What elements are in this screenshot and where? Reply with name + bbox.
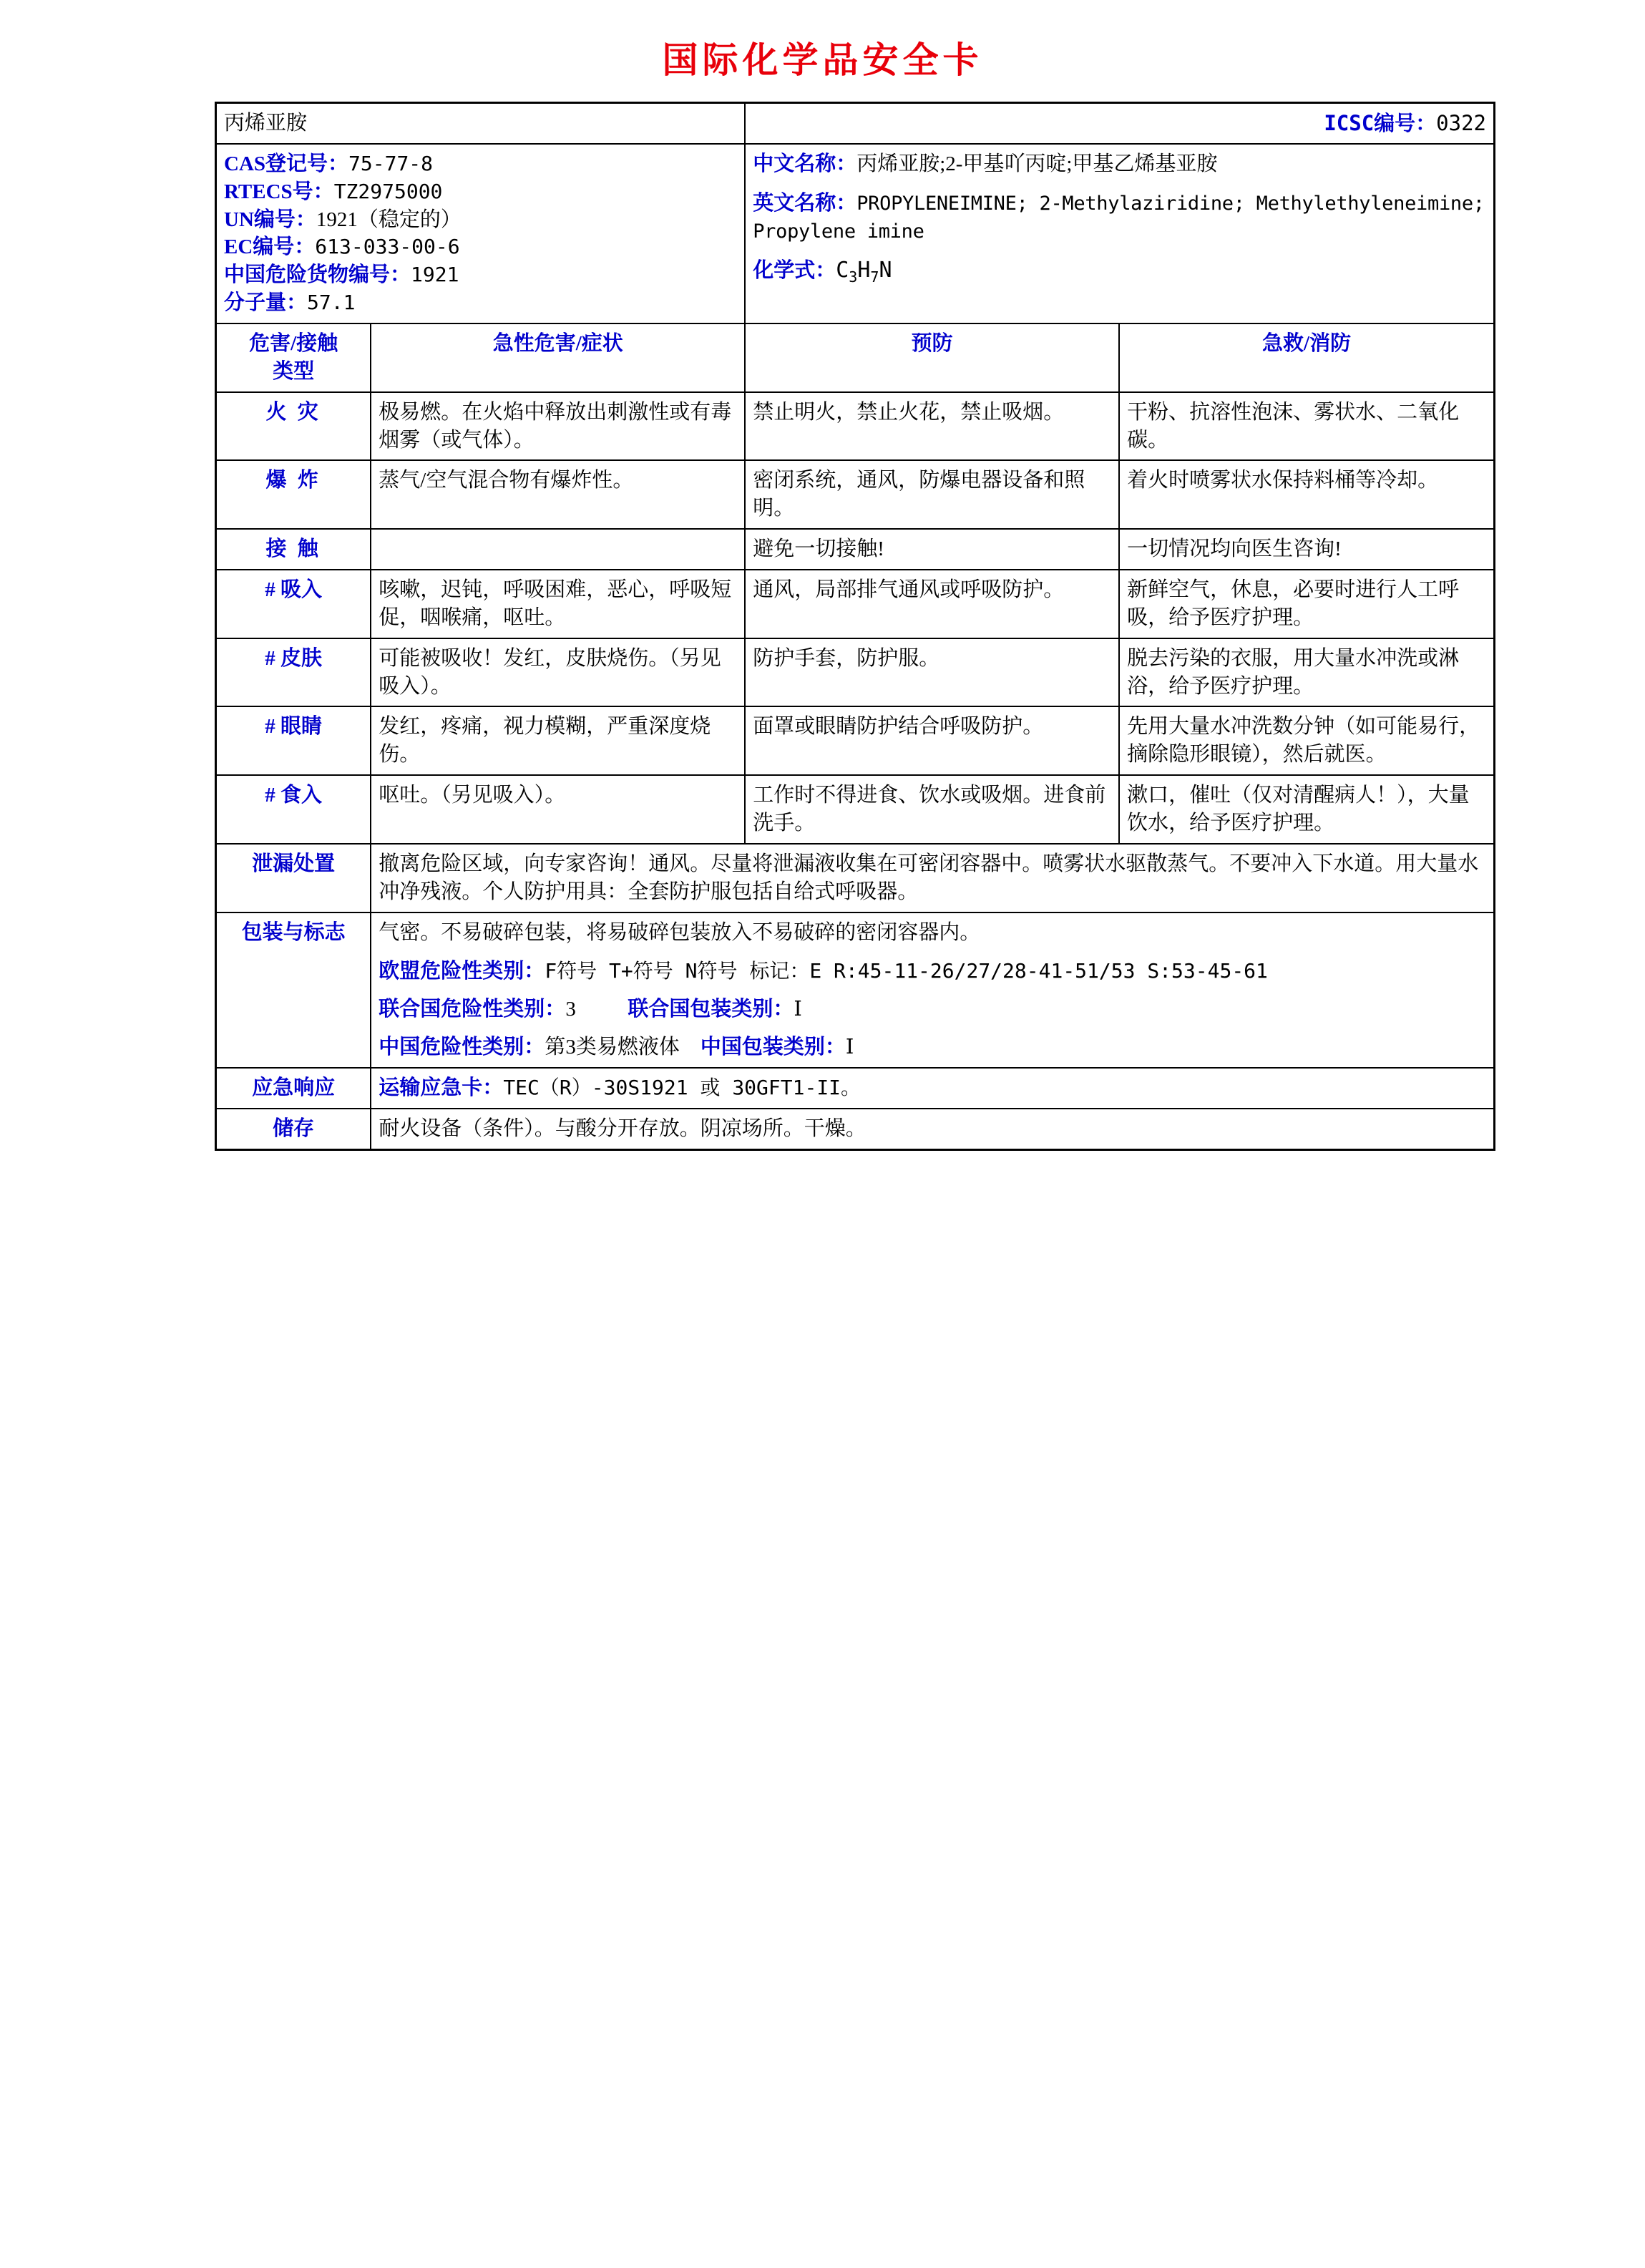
packaging-content xyxy=(371,912,1493,1068)
header-row xyxy=(217,104,1493,144)
chemical-formula xyxy=(753,256,1486,287)
row-ingestion-firstaid: 漱口，催吐（仅对清醒病人！），大量饮水，给予医疗护理。 xyxy=(1119,775,1493,844)
spacer xyxy=(753,178,1486,190)
column-header-row xyxy=(217,323,1493,392)
row-label-fire: 火 灾 xyxy=(217,392,371,461)
column-header-hazard-type-line2: 类型 xyxy=(273,359,315,383)
formula-h-count: 7 xyxy=(870,268,879,286)
row-eyes-prevention: 面罩或眼睛防护结合呼吸防护。 xyxy=(745,706,1119,775)
table-row xyxy=(217,529,1493,570)
packaging-un-pack-label: 联合国包装类别： xyxy=(628,998,794,1021)
row-explosion-firstaid: 着火时喷雾状水保持料桶等冷却。 xyxy=(1119,460,1493,529)
column-header-acute: 急性危害/症状 xyxy=(371,323,745,392)
identifier-rtecs-label: RTECS号： xyxy=(224,180,334,203)
column-header-prevention: 预防 xyxy=(745,323,1119,392)
table-row xyxy=(217,706,1493,775)
row-eyes-acute: 发红，疼痛，视力模糊，严重深度烧伤。 xyxy=(371,706,745,775)
row-label-exposure: 接 触 xyxy=(217,529,371,570)
identifier-cas-value: 75-77-8 xyxy=(348,151,434,175)
table-row xyxy=(217,775,1493,844)
icsc-card xyxy=(215,102,1495,1151)
packaging-cn-class-value: 第3类易燃液体 xyxy=(545,1036,680,1059)
row-label-spillage: 泄漏处置 xyxy=(217,844,371,912)
column-header-hazard-type-line1: 危害/接触 xyxy=(249,332,338,356)
table-row xyxy=(217,460,1493,529)
icsc-number-cell xyxy=(745,104,1493,144)
icsc-table xyxy=(217,104,1493,1149)
emergency-label: 运输应急卡： xyxy=(379,1076,504,1100)
packaging-cn-class-label: 中国危险性类别： xyxy=(379,1036,545,1059)
identifier-molecular-weight xyxy=(224,289,737,317)
icsc-label: ICSC编号： xyxy=(1324,111,1437,135)
row-skin-firstaid: 脱去污染的衣服，用大量水冲洗或淋浴，给予医疗护理。 xyxy=(1119,638,1493,707)
packaging-cn xyxy=(379,1033,1486,1061)
english-name-value: PROPYLENEIMINE; 2-Methylaziridine; Methylethyleneimine; Propylene imine xyxy=(753,192,1485,243)
row-label-storage: 储存 xyxy=(217,1109,371,1149)
packaging-un-class-label: 联合国危险性类别： xyxy=(379,998,566,1021)
identifier-cn-label: 中国危险货物编号： xyxy=(224,263,411,287)
row-ingestion-acute: 呕吐。（另见吸入）。 xyxy=(371,775,745,844)
identifier-mw-label: 分子量： xyxy=(224,291,308,315)
identifier-rtecs-value: TZ2975000 xyxy=(333,179,443,203)
packaging-un xyxy=(379,996,1486,1023)
spillage-text: 撤离危险区域，向专家咨询！通风。尽量将泄漏液收集在可密闭容器中。喷雾状水驱散蒸气。不要冲入下水道。用大量水冲净残液。个人防护用具：全套防护服包括自给式呼吸器。 xyxy=(371,844,1493,912)
identifier-un-label: UN编号： xyxy=(224,208,316,231)
substance-name: 丙烯亚胺 xyxy=(217,104,745,144)
identifier-mw-value: 57.1 xyxy=(307,291,356,315)
storage-text: 耐火设备（条件）。与酸分开存放。阴凉场所。干燥。 xyxy=(371,1109,1493,1149)
spillage-row xyxy=(217,844,1493,912)
column-header-hazard-type xyxy=(217,323,371,392)
packaging-eu-label: 欧盟危险性类别： xyxy=(379,960,545,983)
english-name xyxy=(753,190,1486,245)
page-title: 国际化学品安全卡 xyxy=(662,39,983,81)
identifier-ec-label: EC编号： xyxy=(224,235,316,259)
row-skin-acute: 可能被吸收！发红，皮肤烧伤。（另见吸入）。 xyxy=(371,638,745,707)
packaging-row xyxy=(217,912,1493,1068)
row-explosion-prevention: 密闭系统，通风，防爆电器设备和照明。 xyxy=(745,460,1119,529)
row-exposure-acute xyxy=(371,529,745,570)
chinese-name-value: 丙烯亚胺;2-甲基吖丙啶;甲基乙烯基亚胺 xyxy=(856,152,1218,175)
identity-row xyxy=(217,144,1493,323)
row-fire-prevention: 禁止明火，禁止火花，禁止吸烟。 xyxy=(745,392,1119,461)
identifier-cas-label: CAS登记号： xyxy=(224,152,349,175)
identifier-ec xyxy=(224,233,737,261)
row-label-eyes: # 眼睛 xyxy=(217,706,371,775)
row-inhalation-acute: 咳嗽，迟钝，呼吸困难，恶心，呼吸短促，咽喉痛，呕吐。 xyxy=(371,570,745,638)
identifier-rtecs xyxy=(224,178,737,206)
packaging-un-class-value: 3 xyxy=(565,998,576,1021)
icsc-value: 0322 xyxy=(1436,111,1486,135)
row-explosion-acute: 蒸气/空气混合物有爆炸性。 xyxy=(371,460,745,529)
packaging-eu xyxy=(379,958,1486,985)
identifier-un-value: 1921（稳定的） xyxy=(316,208,462,231)
packaging-cn-pack-label: 中国包装类别： xyxy=(700,1036,846,1059)
column-header-firstaid: 急救/消防 xyxy=(1119,323,1493,392)
formula-c: C xyxy=(836,258,849,283)
identifier-cas xyxy=(224,150,737,178)
row-eyes-firstaid: 先用大量水冲洗数分钟（如可能易行，摘除隐形眼镜），然后就医。 xyxy=(1119,706,1493,775)
row-skin-prevention: 防护手套，防护服。 xyxy=(745,638,1119,707)
table-row xyxy=(217,392,1493,461)
row-fire-acute: 极易燃。在火焰中释放出刺激性或有毒烟雾（或气体）。 xyxy=(371,392,745,461)
identifier-list xyxy=(217,144,745,323)
name-list xyxy=(745,144,1493,323)
identifier-ec-value: 613-033-00-6 xyxy=(315,235,460,259)
formula-n: N xyxy=(879,258,892,283)
row-label-ingestion: # 食入 xyxy=(217,775,371,844)
row-inhalation-firstaid: 新鲜空气，休息，必要时进行人工呼吸，给予医疗护理。 xyxy=(1119,570,1493,638)
identifier-un xyxy=(224,206,737,234)
row-label-packaging: 包装与标志 xyxy=(217,912,371,1068)
packaging-un-pack-value: Ⅰ xyxy=(794,998,802,1021)
formula-label: 化学式： xyxy=(753,259,836,283)
formula-h: H xyxy=(857,258,871,283)
english-name-label: 英文名称： xyxy=(753,191,857,215)
packaging-cn-pack-value: Ⅰ xyxy=(845,1036,854,1059)
packaging-intro: 气密。不易破碎包装，将易破碎包装放入不易破碎的密闭容器内。 xyxy=(379,920,981,944)
row-label-explosion: 爆 炸 xyxy=(217,460,371,529)
packaging-eu-value: F符号 T+符号 N符号 标记：E R:45-11-26/27/28-41-51/53 S:53-45-61 xyxy=(545,959,1268,983)
spacer xyxy=(753,245,1486,256)
chinese-name-label: 中文名称： xyxy=(753,152,857,175)
emergency-content xyxy=(371,1068,1493,1109)
emergency-value: TEC（R）-30S1921 或 30GFT1-II。 xyxy=(503,1076,861,1100)
formula-c-count: 3 xyxy=(849,268,858,286)
formula-value xyxy=(836,258,892,286)
emergency-row xyxy=(217,1068,1493,1109)
identifier-cn-value: 1921 xyxy=(411,263,459,287)
row-exposure-prevention: 避免一切接触! xyxy=(745,529,1119,570)
row-inhalation-prevention: 通风，局部排气通风或呼吸防护。 xyxy=(745,570,1119,638)
identifier-cn-dangerous-goods xyxy=(224,261,737,289)
row-exposure-firstaid: 一切情况均向医生咨询! xyxy=(1119,529,1493,570)
row-ingestion-prevention: 工作时不得进食、饮水或吸烟。进食前洗手。 xyxy=(745,775,1119,844)
chinese-name xyxy=(753,150,1486,178)
row-label-emergency: 应急响应 xyxy=(217,1068,371,1109)
table-row xyxy=(217,570,1493,638)
storage-row xyxy=(217,1109,1493,1149)
row-fire-firstaid: 干粉、抗溶性泡沫、雾状水、二氧化碳。 xyxy=(1119,392,1493,461)
table-row xyxy=(217,638,1493,707)
row-label-inhalation: # 吸入 xyxy=(217,570,371,638)
row-label-skin: # 皮肤 xyxy=(217,638,371,707)
